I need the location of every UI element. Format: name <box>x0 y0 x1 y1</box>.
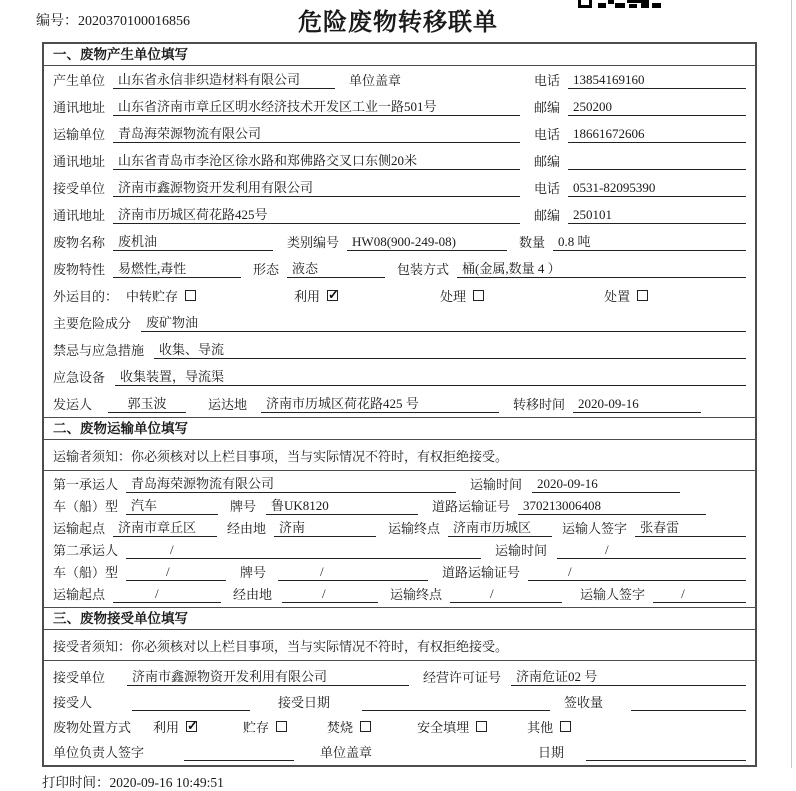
carrier2-label: 第二承运人 <box>53 543 119 558</box>
producer-label: 产生单位 <box>53 73 106 88</box>
disposal-label: 废物处置方式 <box>53 720 132 735</box>
origin1-field[interactable]: 济南市章丘区 <box>113 517 217 537</box>
via1-label: 经由地 <box>227 521 267 536</box>
row-transporter <box>44 120 755 147</box>
consignor-label: 发运人 <box>53 397 93 412</box>
permit-field[interactable]: 济南危证02 号 <box>511 666 746 686</box>
checkbox-utilize-label: 利用 <box>294 289 321 304</box>
origin1-label: 运输起点 <box>53 521 106 536</box>
carrier1-label: 第一承运人 <box>53 477 119 492</box>
row-taboo <box>44 336 755 363</box>
transporter-phone-label: 电话 <box>534 127 561 142</box>
checkbox-icon <box>476 721 487 732</box>
accept-date-field[interactable] <box>362 696 550 711</box>
transporter-zip-field[interactable] <box>568 155 746 170</box>
accept-unit-field[interactable]: 济南市鑫源物资开发利用有限公司 <box>127 666 409 686</box>
plate1-label: 牌号 <box>230 499 257 514</box>
row-vehicle2 <box>44 563 755 585</box>
row-transporter-address <box>44 147 755 174</box>
row-head-sign <box>44 740 755 765</box>
equipment-label: 应急设备 <box>53 370 106 385</box>
print-time-label: 打印时间： <box>42 775 110 790</box>
checkbox-transfer-storage-label: 中转贮存 <box>126 289 179 304</box>
transporter-field[interactable]: 青岛海荣源物流有限公司 <box>113 123 520 143</box>
via2-field[interactable]: / <box>282 586 378 603</box>
category-label: 类别编号 <box>287 235 340 250</box>
traits-label: 废物特性 <box>53 262 106 277</box>
producer-seal-label: 单位盖章 <box>349 73 402 88</box>
end2-field[interactable]: / <box>450 586 562 603</box>
date-field[interactable] <box>586 746 746 761</box>
form-label: 形态 <box>253 262 280 277</box>
row-waste-name <box>44 228 755 255</box>
qr-code-partial-icon <box>578 0 664 9</box>
permit-label: 经营许可证号 <box>423 670 502 685</box>
license1-label: 道路运输证号 <box>432 499 511 514</box>
section-producer <box>44 44 755 417</box>
checkbox-disposal-utilize[interactable] <box>153 717 197 736</box>
row-consignor <box>44 390 755 417</box>
accept-unit-label: 接受单位 <box>53 670 106 685</box>
checkbox-incinerate[interactable] <box>327 717 371 736</box>
plate1-field[interactable]: 鲁UK8120 <box>266 495 418 515</box>
checkbox-other[interactable] <box>527 717 571 736</box>
via2-label: 经由地 <box>233 587 273 602</box>
sign1-label: 运输人签字 <box>562 521 628 536</box>
section3-heading: 三、废物接受单位填写 <box>44 607 755 630</box>
license2-label: 道路运输证号 <box>442 565 521 580</box>
checkbox-treat[interactable] <box>440 286 484 305</box>
row-disposal <box>44 715 755 740</box>
transporter-zip-label: 邮编 <box>534 154 561 169</box>
received-qty-field[interactable] <box>631 696 746 711</box>
destination-label: 运达地 <box>208 397 248 412</box>
row-acceptor <box>44 690 755 715</box>
checkbox-dispose[interactable] <box>604 286 648 305</box>
via1-field[interactable]: 济南 <box>274 517 376 537</box>
row-route2 <box>44 585 755 607</box>
date-label: 日期 <box>538 745 565 760</box>
row-carrier2 <box>44 541 755 563</box>
hazard-label: 主要危险成分 <box>53 316 132 331</box>
manifest-form <box>42 42 757 767</box>
checkbox-icon <box>637 290 648 301</box>
transport-time1-label: 运输时间 <box>470 477 523 492</box>
carrier1-field[interactable]: 青岛海荣源物流有限公司 <box>126 473 456 493</box>
packing-field[interactable]: 桶(金属,数量 4 ） <box>457 258 746 278</box>
receiver-field[interactable]: 济南市鑫源物资开发利用有限公司 <box>113 177 520 197</box>
sign1-field[interactable]: 张春雷 <box>635 517 746 537</box>
row-route1 <box>44 519 755 541</box>
producer-zip-label: 邮编 <box>534 100 561 115</box>
plate2-label: 牌号 <box>240 565 267 580</box>
origin2-field[interactable]: / <box>113 586 221 603</box>
row-producer-address <box>44 93 755 120</box>
page-title: 危险废物转移联单 <box>298 10 498 36</box>
row-receiver <box>44 174 755 201</box>
accept-date-label: 接受日期 <box>278 695 331 710</box>
section-transporter <box>44 417 755 607</box>
checkbox-icon <box>276 721 287 732</box>
row-receiver-address <box>44 201 755 228</box>
checkbox-icon <box>473 290 484 301</box>
row-vehicle1 <box>44 497 755 519</box>
hazard-field[interactable]: 废矿物油 <box>141 312 746 332</box>
sign2-field[interactable]: / <box>653 586 746 603</box>
page-edge-divider <box>791 0 792 768</box>
end2-label: 运输终点 <box>390 587 443 602</box>
row-equipment <box>44 363 755 390</box>
equipment-field[interactable]: 收集装置，导流渠 <box>115 366 746 386</box>
checkbox-storage[interactable] <box>243 717 287 736</box>
producer-zip-field[interactable]: 250200 <box>568 99 746 116</box>
waste-name-label: 废物名称 <box>53 235 106 250</box>
license1-field[interactable]: 370213006408 <box>518 498 706 515</box>
section1-heading: 一、废物产生单位填写 <box>44 44 755 66</box>
traits-field[interactable]: 易燃性,毒性 <box>113 258 241 278</box>
checkbox-dispose-label: 处置 <box>604 289 631 304</box>
transporter-address-label: 通讯地址 <box>53 154 106 169</box>
producer-phone-label: 电话 <box>534 73 561 88</box>
transporter-phone-field[interactable]: 18661672606 <box>568 126 746 143</box>
checkbox-icon <box>327 290 338 301</box>
row-carrier1 <box>44 475 755 497</box>
checkbox-treat-label: 处理 <box>440 289 467 304</box>
form-field[interactable]: 液态 <box>287 258 385 278</box>
section2-heading: 二、废物运输单位填写 <box>44 417 755 440</box>
serial-value: 2020370100016856 <box>78 14 190 29</box>
transporter-label: 运输单位 <box>53 127 106 142</box>
producer-address-field[interactable]: 山东省济南市章丘区明水经济技术开发区工业一路501号 <box>113 96 520 116</box>
received-qty-label: 签收量 <box>564 695 604 710</box>
receiver-address-label: 通讯地址 <box>53 208 106 223</box>
print-time-value: 2020-09-16 10:49:51 <box>109 775 224 790</box>
acceptor-label: 接受人 <box>53 695 93 710</box>
vehicle1-label: 车（船）型 <box>53 499 119 514</box>
checkbox-utilize[interactable] <box>294 286 338 305</box>
transfer-time-label: 转移时间 <box>513 397 566 412</box>
checkbox-icon <box>360 721 371 732</box>
receiver-zip-field[interactable]: 250101 <box>568 207 746 224</box>
quantity-field[interactable]: 0.8 吨 <box>553 231 746 251</box>
checkbox-storage-label: 贮存 <box>243 720 270 735</box>
plate2-field[interactable]: / <box>278 564 428 581</box>
vehicle1-field[interactable]: 汽车 <box>126 495 218 515</box>
section2-notice: 运输者须知：你必须核对以上栏目事项，当与实际情况不符时，有权拒绝接受。 <box>44 440 755 471</box>
sign2-label: 运输人签字 <box>580 587 646 602</box>
head-sign-label: 单位负责人签字 <box>53 745 145 760</box>
row-purpose <box>44 282 755 309</box>
vehicle2-label: 车（船）型 <box>53 565 119 580</box>
transporter-address-field[interactable]: 山东省青岛市李沧区徐水路和郑佛路交叉口东侧20米 <box>113 150 520 170</box>
receiver-address-field[interactable]: 济南市历城区荷花路425号 <box>113 204 520 224</box>
row-hazard <box>44 309 755 336</box>
checkbox-other-label: 其他 <box>527 720 554 735</box>
checkbox-transfer-storage[interactable] <box>126 286 196 305</box>
destination-field[interactable]: 济南市历城区荷花路425 号 <box>261 393 499 413</box>
category-field[interactable]: HW08(900-249-08) <box>347 234 507 251</box>
head-sign-field[interactable] <box>184 746 294 761</box>
receiver-label: 接受单位 <box>53 181 106 196</box>
carrier2-field[interactable]: / <box>126 542 481 559</box>
section-receiver <box>44 607 755 765</box>
checkbox-icon <box>185 290 196 301</box>
consignor-field[interactable]: 郭玉波 <box>108 393 186 413</box>
receiver-phone-label: 电话 <box>534 181 561 196</box>
acceptor-field[interactable] <box>132 696 250 711</box>
producer-address-label: 通讯地址 <box>53 100 106 115</box>
checkbox-disposal-utilize-label: 利用 <box>153 720 180 735</box>
row-producer <box>44 66 755 93</box>
section3-notice: 接受者须知：你必须核对以上栏目事项，当与实际情况不符时，有权拒绝接受。 <box>44 630 755 661</box>
transport-time1-field[interactable]: 2020-09-16 <box>532 476 680 493</box>
row-waste-traits <box>44 255 755 282</box>
checkbox-landfill-label: 安全填埋 <box>417 720 470 735</box>
unit-seal-label: 单位盖章 <box>320 745 373 760</box>
row-accept-unit <box>44 665 755 690</box>
checkbox-landfill[interactable] <box>417 717 487 736</box>
checkbox-icon <box>186 721 197 732</box>
producer-phone-field[interactable]: 13854169160 <box>568 72 746 89</box>
receiver-phone-field[interactable]: 0531-82095390 <box>568 180 746 197</box>
print-time <box>42 771 796 791</box>
checkbox-incinerate-label: 焚烧 <box>327 720 354 735</box>
serial-label: 编号： <box>36 14 78 29</box>
license2-field[interactable]: / <box>528 564 746 581</box>
quantity-label: 数量 <box>519 235 546 250</box>
receiver-zip-label: 邮编 <box>534 208 561 223</box>
waste-name-field[interactable]: 废机油 <box>113 231 273 251</box>
producer-field[interactable]: 山东省永信非织造材料有限公司 <box>113 69 335 89</box>
taboo-field[interactable]: 收集、导流 <box>154 339 746 359</box>
vehicle2-field[interactable]: / <box>126 564 226 581</box>
end1-field[interactable]: 济南市历城区 <box>448 517 552 537</box>
origin2-label: 运输起点 <box>53 587 106 602</box>
transfer-time-field[interactable]: 2020-09-16 <box>573 396 701 413</box>
checkbox-icon <box>560 721 571 732</box>
taboo-label: 禁忌与应急措施 <box>53 343 145 358</box>
end1-label: 运输终点 <box>388 521 441 536</box>
transport-time2-label: 运输时间 <box>495 543 548 558</box>
transport-time2-field[interactable]: / <box>557 542 746 559</box>
purpose-label: 外运目的： <box>53 289 119 304</box>
document-header <box>0 0 796 42</box>
packing-label: 包装方式 <box>397 262 450 277</box>
